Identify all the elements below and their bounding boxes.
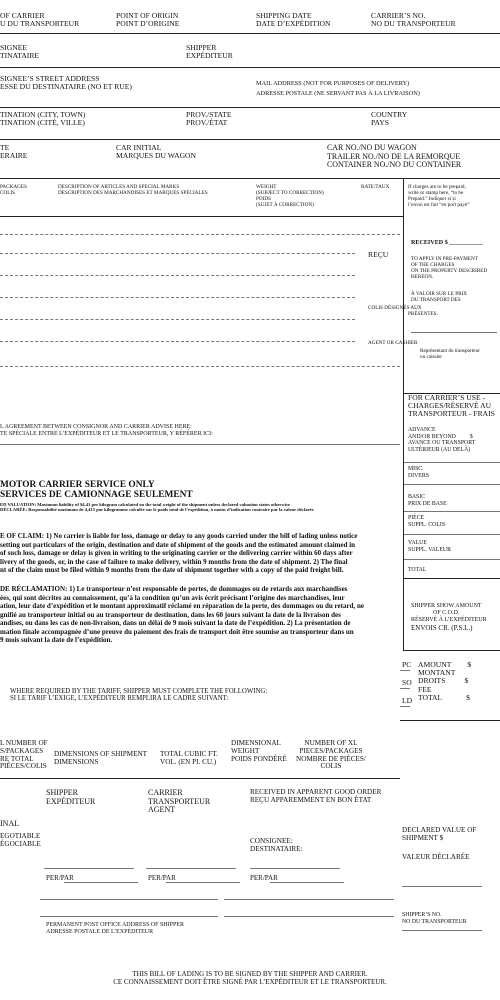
rule [224,899,394,900]
notice-of-claim-fr: DE RÉCLAMATION: 1) Le transporteur n’est responsable de pertes, de dommages ou de retards aux marchandises ées, qui sont décrites au connaissement, qu’à la condition qu’un avis écrit précisant l’origine des marchandises, leur ation, leur date d’expédition et le montant approximatif réclamé en réparation de la perte, des dommages ou du retard, ne gnifié au transporteur initial ou au transporteur de destination, dans les 60 jours suivant la date de la livraison des andises, ou dans les cas de non-livraison, dans un délai de 9 mois suivant la date de l’expédition. 2) La présentation de mation finale accompagnée d’une preuve du paiement des frais de transport doit être soumise au transporteur dans un 9 mois suivant la date de l’expédition. [0,585,364,645]
carrier-use-charges-title: FOR CARRIER’S USE - CHARGES/RÉSERVÉ AU TRANSPORTEUR - FRAIS [408,393,495,419]
dimensions-header: DIMENSIONS OF SHIPMENT DIMENSIONS [54,750,148,766]
valeur-declaree-label: VALEUR DÉCLARÉE [402,853,470,861]
description-row-line [0,319,355,320]
rule [0,67,500,68]
column-divider [403,578,404,650]
cod-amount-label: SHIPPER SHOW AMOUNT OF C.O.D. RÉSERVÉ À L’EXPÉDITEUR ENVOIS CR. (P.S.L.) [411,603,487,632]
rule [0,139,500,140]
xl-pieces-header: NUMBER OF XL PIECES/PACKAGES NOMBRE DE PIÈCES/ COLIS [296,739,366,771]
rule [0,216,403,217]
valuation-text: ED VALUATION: Maximum liability of $4.41 per kilogram calculated on the total weight of the shipment unless declared valuation states otherwise DÉCLARÉE: Responsabilité maximum de 4,415 par kilogramme calculée sur le poids total de l’expédition, à moins d’indication contraire par la valeur déclarée [0,502,314,513]
special-agreement-label: L AGREEMENT BETWEEN CONSIGNOR AND CARRIER ADVISE HERE: TE SPÉCIALE ENTRE L’EXPÉDITEUR ET LE TRANSPORTEUR, Y RÉFÉRER ICI: [0,424,213,437]
colis-designes-note: COLIS DÉSIGNÉS AUX PRÉSENTES. [368,305,438,317]
per-par-consignee: PER/PAR [250,874,278,882]
description-row-line [0,234,400,235]
signature-line [411,332,497,333]
shipper-signature-label: SHIPPER EXPÉDITEUR [46,788,96,806]
description-row-line [0,275,355,276]
so-label: SO [402,678,412,687]
province-label: PROV./STATE PROV./ÉTAT [186,110,232,128]
rule [40,899,218,900]
piece-label: PIÈCE SUPPL. COLIS [408,515,446,528]
consignee-label: SIGNEE TINATAIRE [0,43,40,61]
per-par-shipper: PER/PAR [46,874,74,882]
notice-of-claim-en: E OF CLAIM: 1) No carrier is liable for loss, damage or delay to any goods carried under the bill of lading unless notice setting out particulars of the origin, destination and date of shipment of the goods and the estimated amount claimed in of such loss, damage or delay is given in writing to the originating carrier or the delivering carrier within 60 days after livery of the goods, or, in the case of failure to make delivery, within 9 months from the date of shipment. 2) The final nt of the claim must be filed within 9 months from the date of shipment together with a copy of the paid freight bill. [0,532,358,575]
signature-line [146,868,236,869]
rate-column-header: RATE/TAUX [361,184,390,190]
total-pieces-header: L NUMBER OF S/PACKAGES RE TOTAL PIÈCES/COLIS [0,739,48,771]
pc-label: PC [402,660,412,669]
motor-carrier-title: MOTOR CARRIER SERVICE ONLY SERVICES DE CAMIONNAGE SEULEMENT [0,480,193,500]
dimensional-weight-header: DIMENSIONAL WEIGHT POIDS PONDÉRÉ [231,739,287,763]
cubic-volume-header: TOTAL CUBIC FT. VOL. (EN PI. CU.) [160,750,218,766]
rule [403,578,500,579]
final-label: INAL [0,819,20,828]
rule [403,559,500,560]
rule [403,534,500,535]
misc-label: MISC. DIVERS [408,466,429,479]
rule [224,916,394,917]
mail-address-label: MAIL ADDRESS (NOT FOR PURPOSES OF DELIVERY) ADRESSE POSTALE (NE SERVANT PAS À LA LIVRAISON) [256,80,420,98]
rule [403,462,500,463]
destination-city-label: TINATION (CITY, TOWN) TINATION (CITÉ, VILLE) [0,110,86,128]
column-divider [403,393,404,578]
carrier-number-label: CARRIER’S NO. NO DU TRANSPORTEUR [371,11,456,29]
rule [0,33,500,34]
signature-line [64,882,138,883]
basic-label: BASIC PRIX DE BASE [408,494,447,507]
rule [0,178,500,179]
carrier-signature-label: CARRIER TRANSPORTEUR AGENT [148,788,211,815]
advance-beyond-label: ADVANCE AND/OR BEYOND $ AVANCE OU TRANSPORT ULTÉRIEUR (AU DELÀ) [408,427,476,453]
country-label: COUNTRY PAYS [371,110,408,128]
rule [400,706,410,707]
rule [0,778,400,779]
recu-label: REÇU [368,250,389,259]
representant-label: Représentant du transporteur ou caissier [420,348,480,360]
description-row-line [0,253,355,254]
signature-line [270,882,344,883]
description-row-line [0,297,355,298]
valoir-note: À VALOIR SUR LE PRIX DU TRANSPORT DES [411,291,468,303]
per-par-carrier: PER/PAR [148,874,176,882]
column-divider [403,178,404,393]
footer-signing-notice: THIS BILL OF LADING IS TO BE SIGNED BY THE SHIPPER AND CARRIER. CE CONNAISSEMENT DOIT ÊTRE SIGNÉ PAR L’EXPÉDITEUR ET LE TRANSPORTEUR. [113,970,387,986]
declared-value-label: DECLARED VALUE OF SHIPMENT $ [402,826,477,842]
rule [40,916,218,917]
description-row-line [0,366,400,367]
car-initial-label: CAR INITIAL MARQUES DU WAGON [116,143,197,161]
rule [0,107,500,108]
consignee-street-address-label: SIGNEE’S STREET ADDRESS ESSE DU DESTINATAIRE (NO ET RUE) [0,74,132,92]
route-label: TE ERAIRE [0,143,28,161]
agent-cashier-label: AGENT OR CASHIER [368,340,418,346]
prepaid-instructions: If charges are to be prepaid, write or stamp here, “to be Prepaid.” Indiquer si si l’envoi est fait “en port payé” [408,184,470,208]
prepayment-note: TO APPLY IN PRE-PAYMENT OF THE CHARGES ON THE PROPERTY DESCRIBED HEREON. [411,256,488,280]
rule [403,484,500,485]
description-row-line [0,341,355,342]
weight-column-header: WEIGHT (SUBJECT TO CORRECTION) POIDS (SUJET À CORRECTION) [256,184,324,208]
permanent-address-label: PERMANENT POST OFFICE ADDRESS OF SHIPPER ADRESSE POSTALE DE L’EXPÉDITEUR [46,922,184,935]
negotiable-label: EGOTIABLE ÉGOCIABLE [0,832,41,848]
rule [0,444,400,445]
signature-line [250,868,340,869]
received-amount-label: RECEIVED $ ___________ [411,240,483,246]
car-number-label: CAR NO./NO DU WAGON TRAILER NO./NO DE LA REMORQUE CONTAINER NO./NO DU CONTAINER [327,143,462,170]
consignee-signature-label: CONSIGNEE: DESTINATAIRE: [250,837,303,853]
ld-label: LD [402,696,413,705]
rule [400,688,410,689]
cod-amount-fields: AMOUNT $ MONTANT DROITS $ FEE TOTAL $ [418,660,472,702]
rule [402,930,482,931]
rule [400,720,500,721]
rule [400,670,410,671]
received-good-order-label: RECEIVED IN APPARENT GOOD ORDER REÇU APPAREMMENT EN BON ÉTAT [250,788,382,804]
carrier-name-label: OF CARRIER U DU TRANSPORTEUR [0,11,80,29]
shippers-number-label: SHIPPER’S NO. NO DU TRANSPORTEUR [402,912,467,925]
rule [403,650,500,651]
description-column-header: DESCRIPTION OF ARTICLES AND SPECIAL MARKS DESCRIPTION DES MARCHANDISES ET MARQUES SPÉCIALES [58,184,208,196]
value-surcharge-label: VALUE SUPPL. VALEUR [408,540,451,553]
shipping-date-label: SHIPPING DATE DATE D’EXPÉDITION [256,11,331,29]
rule [402,886,482,887]
signature-line [44,868,134,869]
point-of-origin-label: POINT OF ORIGIN POINT D’ORIGINE [116,11,180,29]
tariff-instruction: WHERE REQUIRED BY THE TARIFF, SHIPPER MUST COMPLETE THE FOLLOWING: SI LE TARIF L’EXIGE, L’EXPÉDITEUR REMPLIRA LE CADRE SUIVANT: [10,688,268,703]
total-charges-label: TOTAL [408,567,427,573]
packages-column-header: PACKAGES COLIS [0,184,27,196]
shipper-label: SHIPPER EXPÉDITEUR [186,43,233,61]
signature-line [166,882,240,883]
rule [403,511,500,512]
